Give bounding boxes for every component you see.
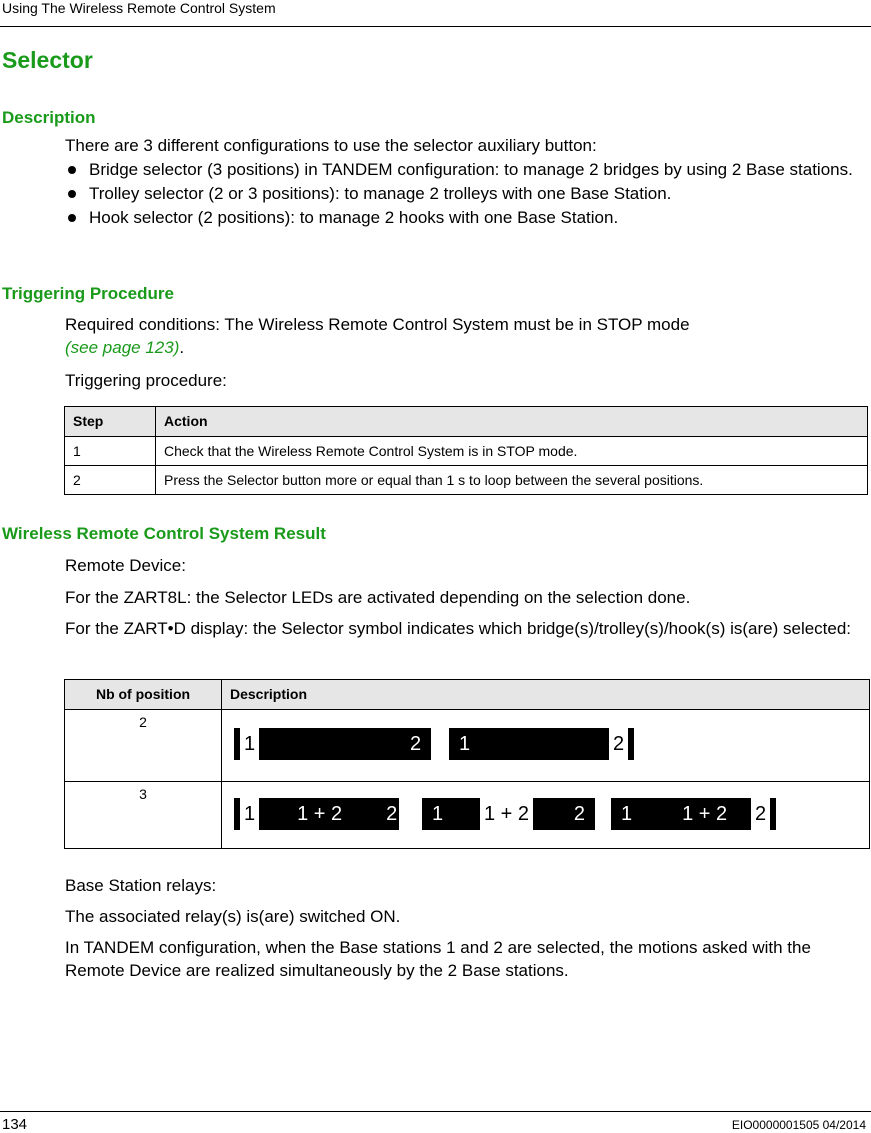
description-bullet-list [65,158,865,230]
bullet-text: Hook selector (2 positions): to manage 2 hooks with one Base Station. [89,208,619,227]
selector-symbol-3pos-c [611,798,776,830]
relays-text: The associated relay(s) is(are) switched ON. [65,907,401,926]
triggering-heading: Triggering Procedure [2,284,174,303]
bullet-icon [68,214,76,222]
bullet-text: Trolley selector (2 or 3 positions): to manage 2 trolleys with one Base Station. [89,184,672,203]
symbol-block-label: 1 + 2 [682,802,728,825]
list-item [65,158,865,181]
step-cell: 2 [65,466,156,495]
selector-symbol-2pos-b [449,728,634,760]
triggering-procedure-label: Triggering procedure: [65,371,227,390]
description-heading: Description [2,108,96,127]
symbol-block-label: 1 + 2 [297,802,343,825]
action-cell: Check that the Wireless Remote Control System is in STOP mode. [156,437,868,466]
bullet-icon [68,190,76,198]
zart8l-text: For the ZART8L: the Selector LEDs are activated depending on the selection done. [65,588,691,607]
step-column-header: Step [65,407,156,437]
symbol-label: 2 [755,802,767,825]
table-row [65,466,868,495]
symbol-selected-block: 2 [259,728,431,760]
step-cell: 1 [65,437,156,466]
nb-position-cell: 3 [65,782,222,849]
action-cell: Press the Selector button more or equal than 1 s to loop between the several positions. [156,466,868,495]
symbol-label: 1 [244,802,256,825]
required-conditions-end: . [179,338,185,357]
symbol-block-label: 2 [386,802,398,825]
running-header: Using The Wireless Remote Control System [2,0,276,16]
symbol-selected-block [259,798,399,830]
tandem-text: In TANDEM configuration, when the Base stations 1 and 2 are selected, the motions asked with the Remote Device are realized simultaneously by the 2 Base stations. [65,938,811,980]
list-item [65,206,865,229]
selector-bar-icon [628,728,634,760]
symbol-selected-block: 1 [422,798,480,830]
symbol-label: 1 [244,732,256,755]
symbol-label: 2 [613,732,625,755]
page-title: Selector [2,47,93,73]
nb-position-cell: 2 [65,710,222,782]
selector-symbol-3pos-b [422,798,595,830]
action-column-header: Action [156,407,868,437]
selector-symbol-2pos-a [234,728,431,760]
table-row [65,437,868,466]
symbol-block-label: 1 [621,802,633,825]
symbol-selected-block: 2 [533,798,595,830]
bullet-icon [68,166,76,174]
symbol-selected-block [611,798,751,830]
list-item [65,182,865,205]
required-conditions [65,313,825,359]
page-number: 134 [2,1116,28,1133]
required-conditions-text: Required conditions: The Wireless Remote Control System must be in STOP mode [65,315,690,334]
document-reference: EIO0000001505 04/2014 [731,1118,866,1132]
symbol-label: 1 + 2 [484,802,530,825]
header-rule [0,26,871,27]
result-heading: Wireless Remote Control System Result [2,524,326,543]
zartd-text: For the ZART•D display: the Selector symbol indicates which bridge(s)/trolley(s)/hook(s) is(are) selected: [65,619,852,638]
bullet-text: Bridge selector (3 positions) in TANDEM configuration: to manage 2 bridges by using 2 Base stations. [89,160,853,179]
triggering-table [64,406,868,495]
base-station-label: Base Station relays: [65,876,217,895]
selector-symbol-3pos-a [234,798,399,830]
description-column-header: Description [222,680,870,710]
nb-position-column-header: Nb of position [65,680,222,710]
see-page-link[interactable]: (see page 123) [65,338,180,357]
symbol-selected-block: 1 [449,728,609,760]
remote-device-label: Remote Device: [65,556,186,575]
selector-bar-icon [770,798,776,830]
description-intro: There are 3 different configurations to use the selector auxiliary button: [65,136,597,155]
footer-rule [0,1111,871,1112]
